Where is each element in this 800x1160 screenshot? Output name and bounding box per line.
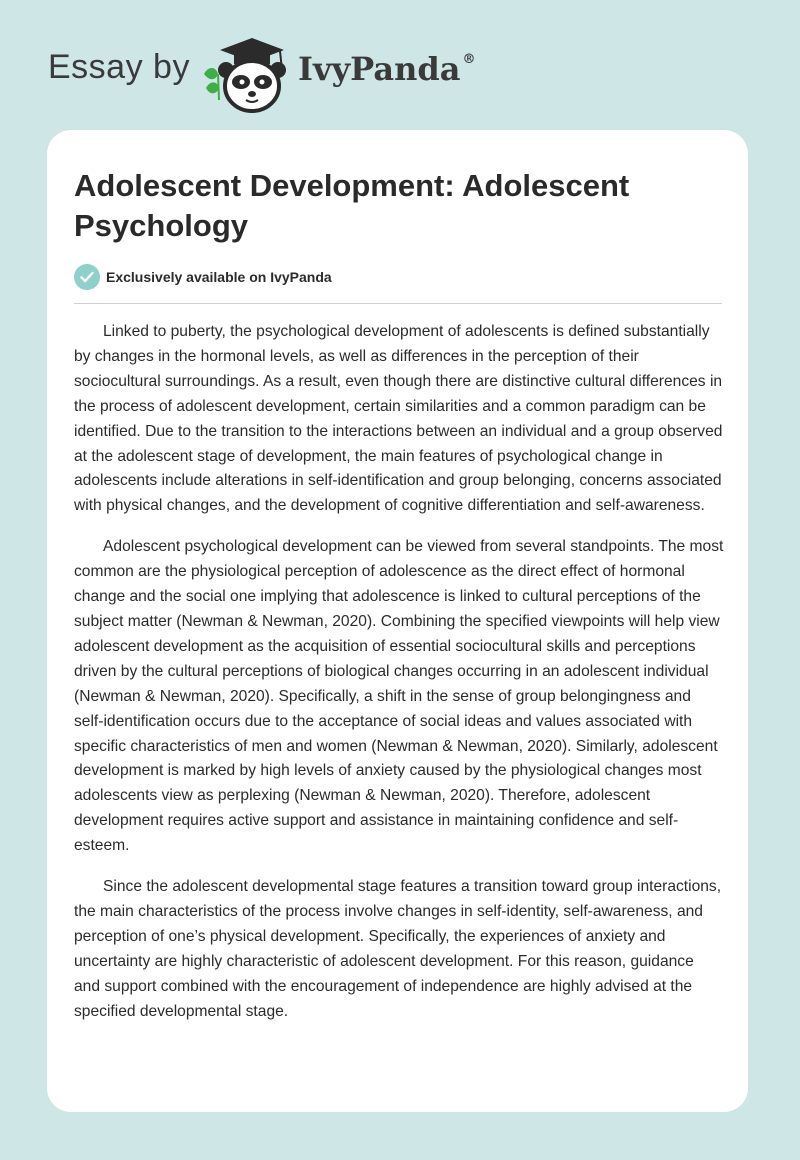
essay-body bbox=[74, 320, 724, 1040]
exclusive-badge bbox=[74, 264, 332, 290]
brand-logo-text[interactable] bbox=[298, 50, 475, 88]
exclusive-badge-text: Exclusively available on IvyPanda bbox=[106, 269, 332, 285]
essay-by-label: Essay by bbox=[48, 48, 190, 86]
page-title: Adolescent Development: Adolescent Psychology bbox=[74, 168, 630, 243]
panda-graduate-icon[interactable] bbox=[200, 30, 292, 114]
essay-card bbox=[47, 130, 748, 1112]
registered-mark: ® bbox=[462, 52, 476, 67]
check-icon bbox=[74, 264, 100, 290]
paragraph: Adolescent psychological development can be viewed from several standpoints. The most common are the physiological perception of adolescence as the direct effect of hormonal change and the social one implying that adolescence is linked to cultural perceptions of the subject matter (Newman & Newman, 2020). Combining the specified viewpoints will help view adolescent development as the acquisition of essential sociocultural skills and perceptions driven by the cultural perceptions of biological changes occurring in an adolescent individual (Newman & Newman, 2020). Specifically, a shift in the sense of group belongingness and self-identification occurs due to the acceptance of social ideas and values associated with specific characteristics of men and women (Newman & Newman, 2020). Similarly, adolescent development is marked by high levels of anxiety caused by the physiological changes most adolescents view as perplexing (Newman & Newman, 2020). Therefore, adolescent development requires active support and assistance in maintaining confidence and self-esteem. bbox=[74, 538, 724, 855]
paragraph: Linked to puberty, the psychological development of adolescents is defined substantially by changes in the hormonal levels, as well as differences in the perception of their sociocultural surroundings. As a result, even though there are distinctive cultural differences in the process of adolescent development, certain similarities and a common paradigm can be identified. Due to the transition to the interactions between an individual and a group observed at the adolescent stage of development, the main features of psychological change in adolescents include alterations in self-identification and group belonging, concerns associated with physical changes, and the development of cognitive differentiation and self-awareness. bbox=[74, 323, 723, 515]
site-header bbox=[0, 0, 800, 120]
divider bbox=[74, 303, 722, 304]
paragraph: Since the adolescent developmental stage features a transition toward group interactions, the main characteristics of the process involve changes in self-identity, self-awareness, and perception of one’s physical development. Specifically, the experiences of anxiety and uncertainty are highly characteristic of adolescent development. For this reason, guidance and support combined with the encouragement of independence are highly advised at the specified developmental stage. bbox=[74, 878, 722, 1020]
brand-name: IvyPanda bbox=[298, 50, 461, 88]
